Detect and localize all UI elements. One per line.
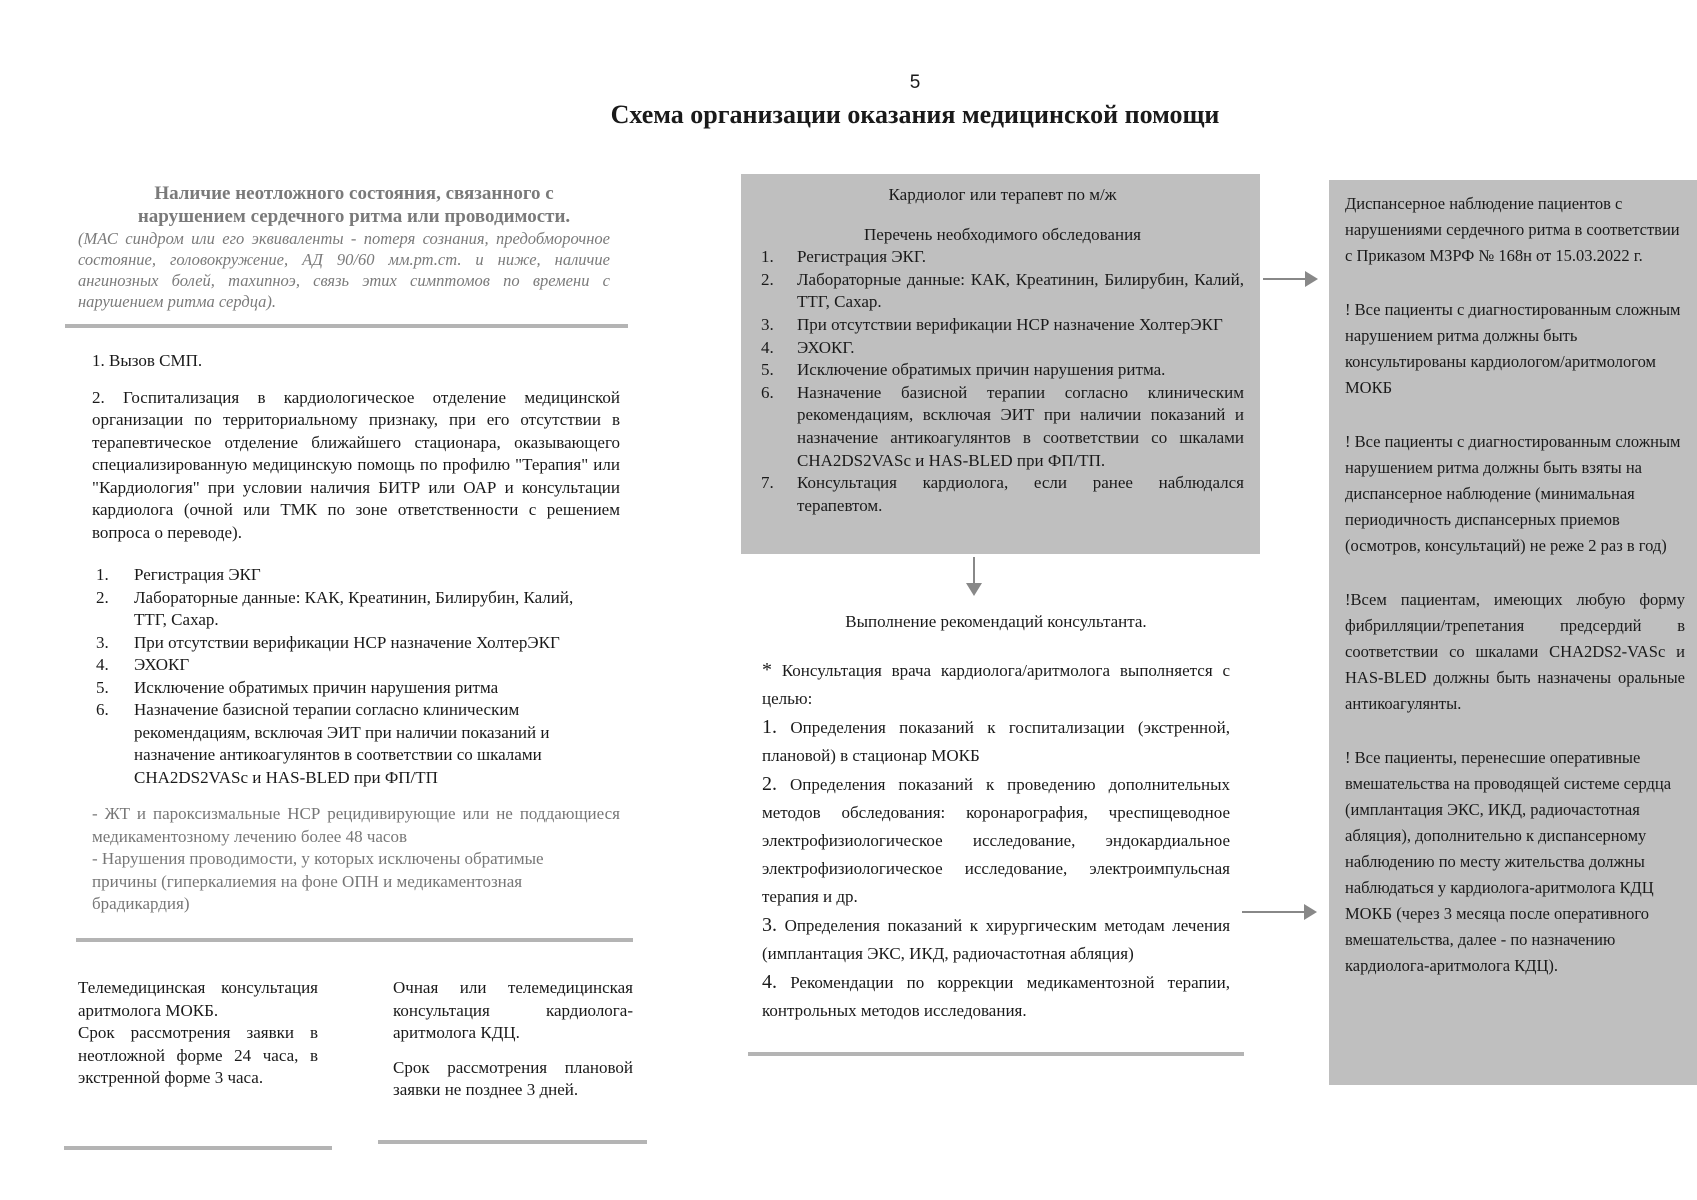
emergency-heading — [74, 182, 634, 228]
list-item-number: 1. — [96, 565, 109, 584]
list-item-text: ЭХОКГ — [134, 655, 190, 674]
dispensary-note-consult: ! Все пациенты с диагностированным сложным нарушением ритма должны быть консультированы кардиологом/аритмологом МОКБ — [1345, 300, 1681, 397]
list-item — [96, 587, 610, 632]
cardiologist-box-heading: Кардиолог или терапевт по м/ж — [888, 185, 1117, 204]
list-item-number: 3. — [761, 314, 774, 334]
asterisk-mark: * — [762, 659, 772, 681]
dispensary-intro: Диспансерное наблюдение пациентов с нарушениями сердечного ритма в соответствии с Приказом МЗРФ № 168н от 15.03.2022 г. — [1345, 194, 1680, 265]
divider — [76, 938, 633, 942]
page-title: Схема организации оказания медицинской помощи — [610, 100, 1220, 129]
right-arrow-icon — [1263, 278, 1307, 280]
list-item-number: 6. — [96, 700, 109, 719]
list-item-text: Регистрация ЭКГ — [134, 565, 261, 584]
goal-number: 3. — [762, 914, 777, 936]
list-item — [96, 564, 610, 587]
dispensary-box — [1329, 180, 1697, 1085]
cardiologist-box-subheading: Перечень необходимого обследования — [864, 224, 1141, 244]
list-item-text: Регистрация ЭКГ. — [797, 247, 927, 267]
goal-text: Определения показаний к хирургическим методам лечения (имплантация ЭКС, ИКД, радиочастотная абляция) — [762, 916, 1231, 963]
telemedicine-title: Телемедицинская консультация аритмолога МОКБ. — [78, 978, 318, 1020]
goal-text: Рекомендации по коррекции медикаментозной терапии, контрольных методов исследования. — [762, 973, 1230, 1020]
divider — [64, 1146, 332, 1150]
list-item — [761, 314, 1244, 337]
list-item-number: 2. — [96, 587, 109, 607]
list-item — [761, 359, 1244, 382]
arrowhead-right-icon — [1305, 271, 1319, 287]
list-item — [761, 472, 1244, 517]
list-item-number: 5. — [96, 677, 109, 697]
step-hospitalization: 2. Госпитализация в кардиологическое отделение медицинской организации по территориальному признаку, при его отсутствии в терапевтическое отделение ближайшего стационара, оказывающего специализированную медицинскую помощь по профилю "Терапия" или "Кардиология" при условии наличия БИТР или ОАР и консультации кардиолога (очной или ТМК по зоне ответственности с решением вопроса о переводе). — [92, 387, 620, 542]
goal-item — [762, 911, 1230, 968]
telemedicine-deadline: Срок рассмотрения заявки в неотложной форме 24 часа, в экстренной форме 3 часа. — [78, 1023, 318, 1087]
list-item-number: 1. — [761, 247, 774, 267]
emergency-heading-line2: нарушением сердечного ритма или проводимости. — [137, 206, 571, 227]
divider — [748, 1052, 1244, 1056]
list-item-text: Консультация кардиолога, если ранее наблюдался терапевтом. — [797, 473, 1244, 515]
down-arrow-icon — [973, 557, 975, 585]
list-item-text: При отсутствии верификации НСР назначение ХолтерЭКГ — [134, 632, 560, 652]
left-notes — [92, 803, 620, 916]
dispensary-note-observation: ! Все пациенты с диагностированным сложным нарушением ритма должны быть взяты на диспансерное наблюдение (минимальная периодичность диспансерных приемов (осмотров, консультаций) не реже 2 раз в год) — [1345, 432, 1681, 555]
list-item-number: 7. — [761, 473, 774, 493]
list-item — [96, 699, 610, 789]
note-conduction: - Нарушения проводимости, у которых исключены обратимые причины (гиперкалиемия на фоне ОПН и медикаментозная брадикардия) — [92, 849, 544, 913]
emergency-steps — [92, 350, 620, 544]
divider — [378, 1140, 647, 1144]
consultation-goals — [762, 656, 1230, 1025]
right-arrow-icon — [1242, 911, 1306, 913]
goal-text: Определения показаний к госпитализации (экстренной, плановой) в стационар МОКБ — [762, 718, 1230, 765]
list-item-text: Исключение обратимых причин нарушения ритма — [134, 677, 499, 697]
goal-item — [762, 713, 1230, 770]
goal-number: 2. — [762, 773, 777, 795]
center-exam-list — [761, 246, 1244, 517]
list-item-number: 4. — [96, 655, 109, 674]
list-item — [96, 677, 610, 700]
list-item — [96, 654, 610, 677]
telemedicine-box — [78, 977, 318, 1090]
list-item-number: 2. — [761, 269, 774, 289]
goal-text: Определения показаний к проведению дополнительных методов обследования: коронарография, чреспищеводное электрофизиологическое исследование, эндокардиальное электрофизиологическое исследование, электроимпульсная терапия и др. — [762, 775, 1231, 906]
list-item — [96, 632, 610, 655]
cardiologist-box — [741, 174, 1260, 554]
step-call-ambulance: 1. Вызов СМП. — [92, 351, 203, 370]
list-item-text: Лабораторные данные: КАК, Креатинин, Билирубин, Калий, ТТГ, Сахар. — [134, 587, 574, 629]
divider — [65, 324, 628, 328]
dispensary-note-postop: ! Все пациенты, перенесшие оперативные вмешательства на проводящей системе сердца (имплантация ЭКС, ИКД, радиочастотная абляция), дополнительно к диспансерному наблюдению по месту жительства должны наблюдаться у кардиолога-аритмолога КДЦ МОКБ (через 3 месяца после оперативного вмешательства, далее - по назначению кардиолога-аритмолога КДЦ). — [1345, 748, 1672, 975]
list-item-text: Лабораторные данные: КАК, Креатинин, Билирубин, Калий, ТТГ, Сахар. — [797, 269, 1244, 312]
goal-item — [762, 770, 1230, 911]
page-number: 5 — [909, 72, 921, 93]
ochnaya-box — [393, 977, 633, 1102]
emergency-heading-line1: Наличие неотложного состояния, связанного с — [154, 183, 554, 204]
list-item-text: Назначение базисной терапии согласно клиническим рекомендациям, всключая ЭИТ при наличии показаний и назначение антикоагулянтов в соответствии со шкалами CHA2DS2VASc и HAS-BLED при ФП/ТП. — [797, 382, 1244, 470]
list-item-number: 3. — [96, 632, 109, 652]
list-item-text: Назначение базисной терапии согласно клиническим рекомендациям, всключая ЭИТ при наличии показаний и назначение антикоагулянтов в соответствии со шкалами CHA2DS2VASc и HAS-BLED при ФП/ТП — [134, 700, 550, 787]
dispensary-note-anticoagulants: !Всем пациентам, имеющих любую форму фибрилляции/трепетания предсердий в соответствии со шкалами CHA2DS2-VASc и HAS-BLED должны быть назначены оральные антикоагулянты. — [1345, 590, 1685, 713]
recommend-heading: Выполнение рекомендаций консультанта. — [845, 612, 1147, 631]
goal-number: 4. — [762, 971, 777, 993]
ochnaya-title: Очная или телемедицинская консультация кардиолога-аритмолога КДЦ. — [393, 978, 633, 1042]
emergency-note: (МАС синдром или его эквиваленты - потеря сознания, предобморочное состояние, головокружение, АД 90/60 мм.рт.ст. и ниже, наличие ангинозных болей, тахипноэ, связь этих симптомов по времени с нарушением ритма сердца). — [78, 229, 610, 311]
list-item-text: Исключение обратимых причин нарушения ритма. — [797, 360, 1166, 380]
list-item-number: 5. — [761, 360, 774, 380]
goal-item — [762, 968, 1230, 1025]
note-vt-arrhythmia: - ЖТ и пароксизмальные НСР рецидивирующие или не поддающиеся медикаментозному лечению более 48 часов — [92, 804, 620, 846]
list-item — [761, 337, 1244, 360]
arrowhead-right-icon — [1304, 904, 1318, 920]
list-item-text: ЭХОКГ. — [797, 337, 855, 357]
list-item-number: 4. — [761, 337, 774, 357]
list-item — [761, 382, 1244, 472]
left-exam-list — [96, 564, 610, 789]
list-item — [761, 269, 1244, 314]
consultation-intro — [762, 656, 1230, 713]
list-item-text: При отсутствии верификации НСР назначение ХолтерЭКГ — [797, 314, 1223, 334]
list-item-number: 6. — [761, 382, 774, 402]
goal-number: 1. — [762, 716, 777, 738]
ochnaya-deadline: Срок рассмотрения плановой заявки не позднее 3 дней. — [393, 1057, 633, 1099]
consultation-intro-text: Консультация врача кардиолога/аритмолога выполняется с целью: — [762, 661, 1230, 708]
list-item — [761, 246, 1244, 269]
arrowhead-down-icon — [966, 583, 982, 597]
